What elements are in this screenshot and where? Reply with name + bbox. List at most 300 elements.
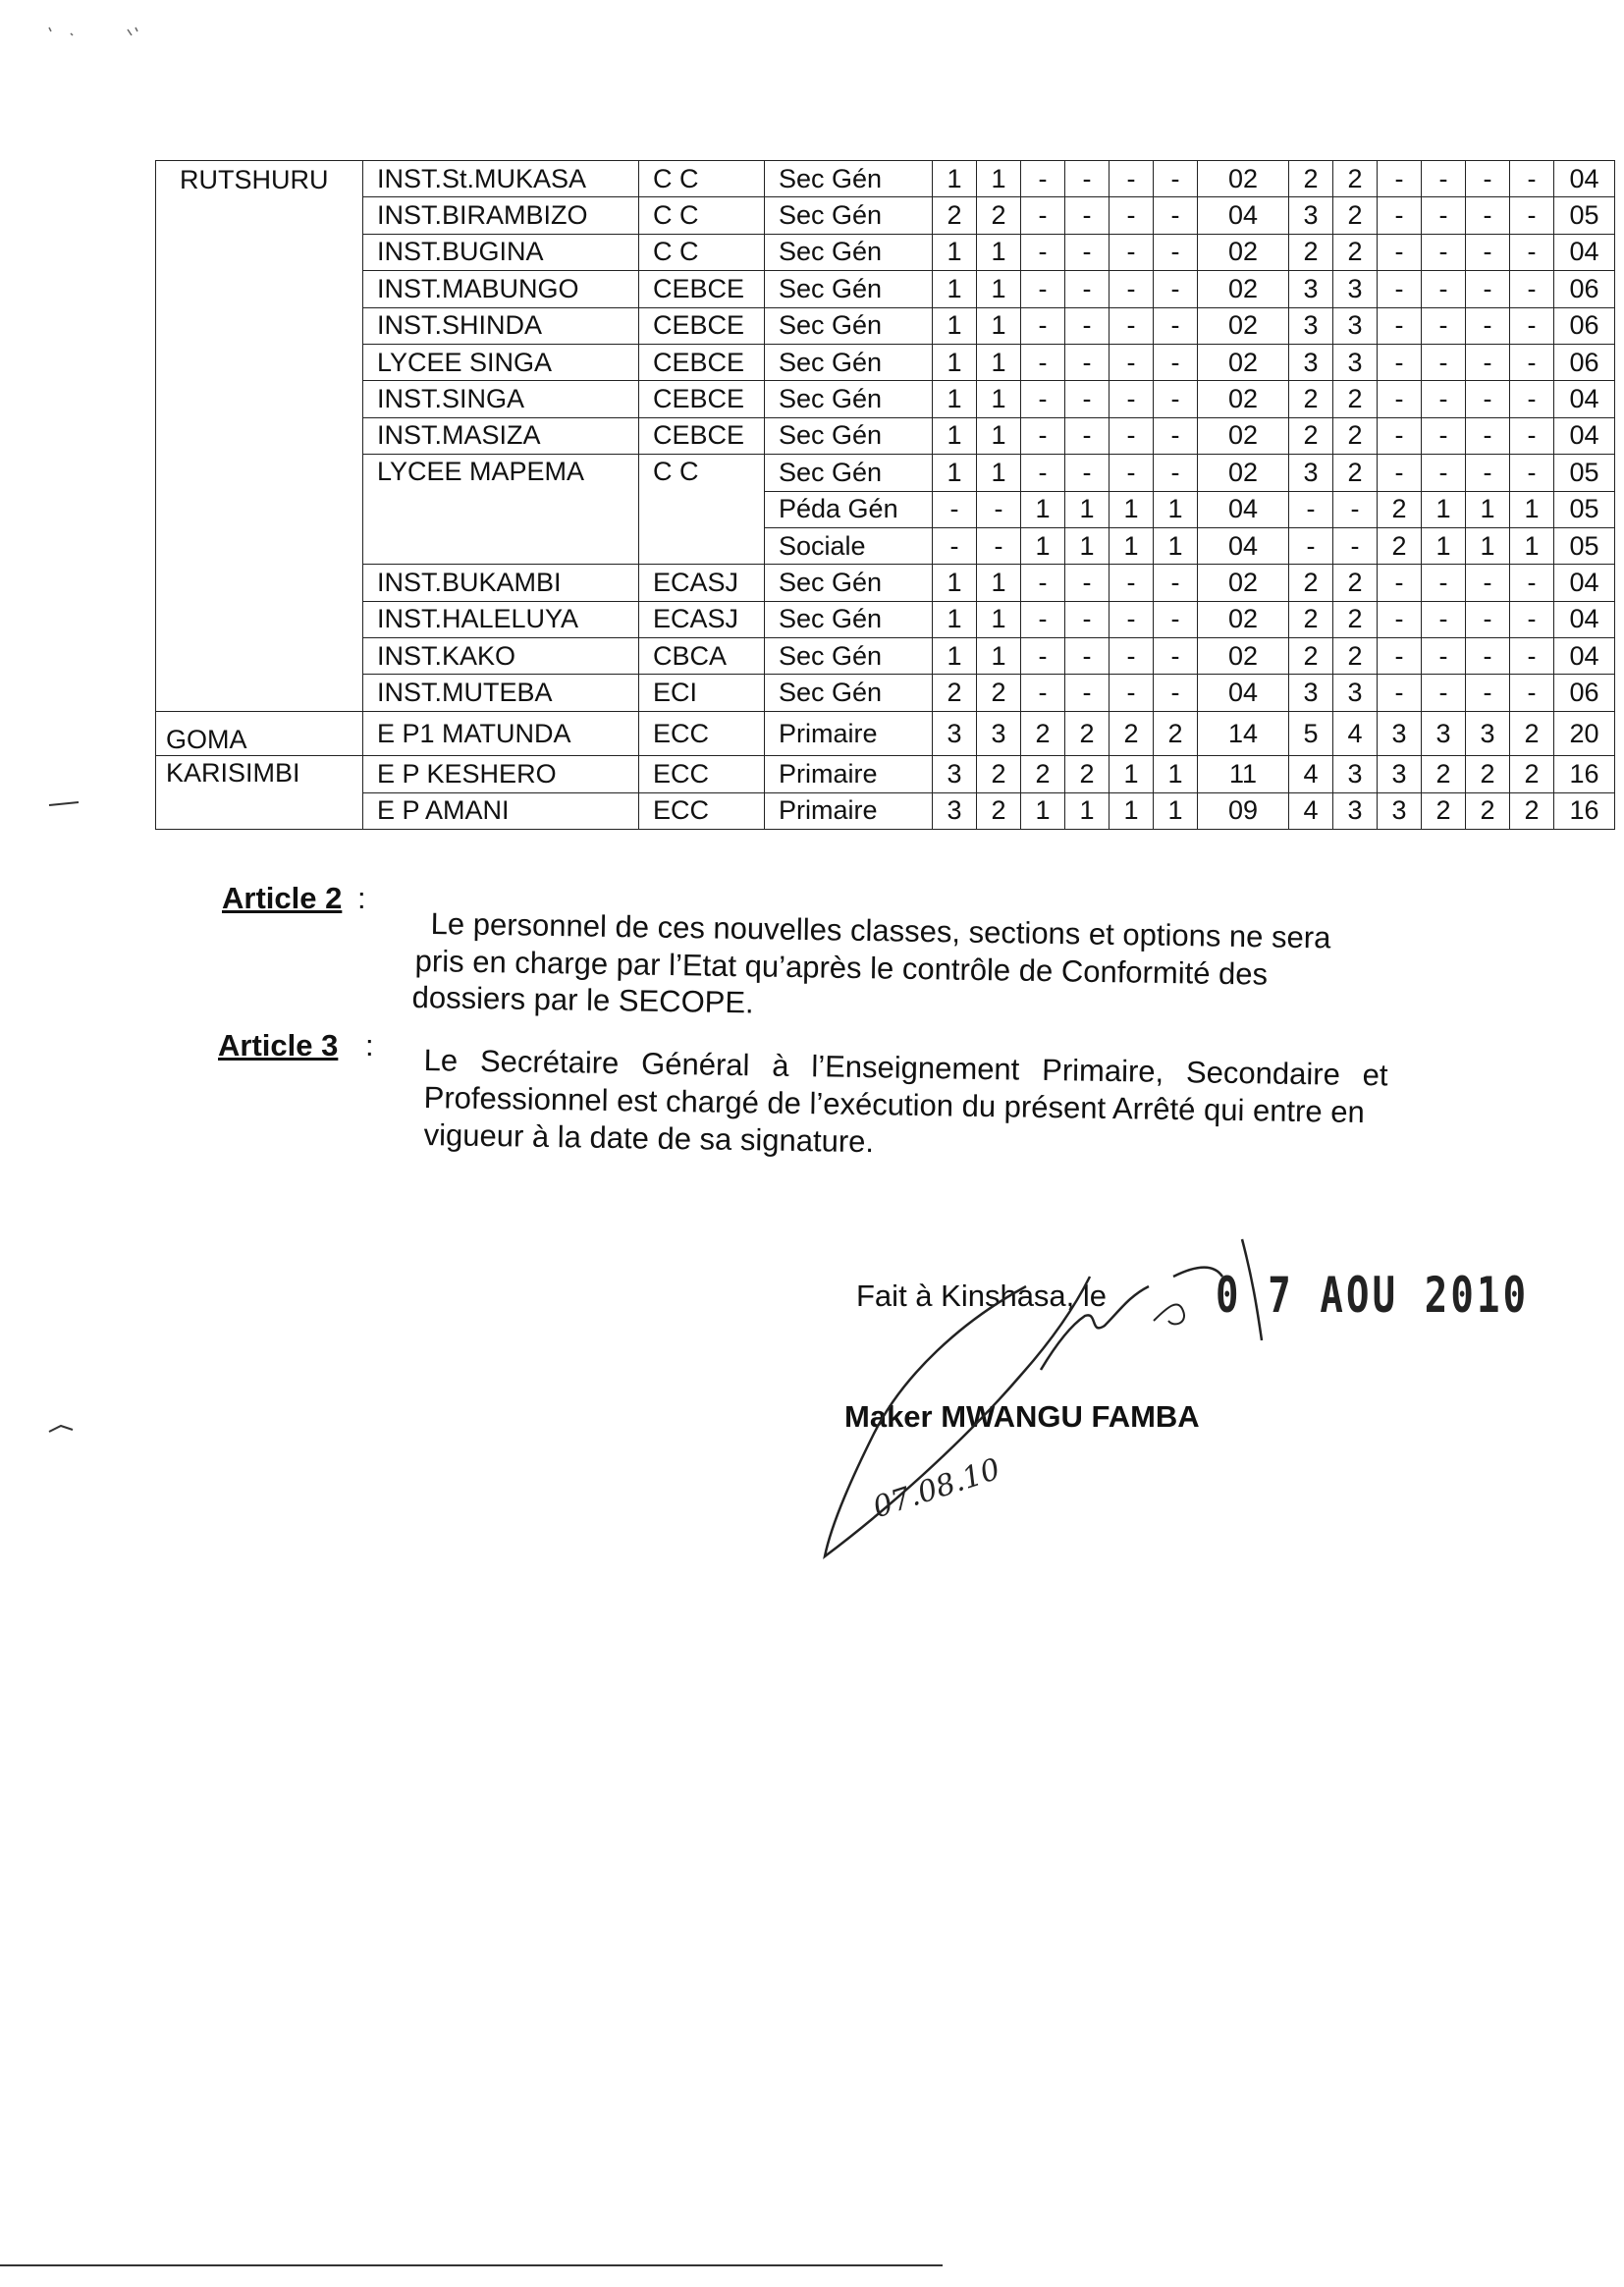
- option-cell: Sec Gén: [765, 234, 933, 270]
- count-cell: 2: [1289, 161, 1333, 197]
- count-cell: -: [1422, 565, 1466, 601]
- count-cell: -: [1510, 344, 1554, 380]
- count-cell: -: [1021, 344, 1065, 380]
- count-cell: -: [1510, 234, 1554, 270]
- count-cell: 1: [977, 234, 1021, 270]
- count-cell: -: [1422, 417, 1466, 454]
- count-cell: 3: [1333, 675, 1378, 711]
- count-cell: -: [1110, 234, 1154, 270]
- option-cell: Sec Gén: [765, 638, 933, 675]
- article-2-line-3: dossiers par le SECOPE.: [411, 979, 754, 1020]
- count-cell: 2: [1422, 756, 1466, 792]
- count-cell: -: [1021, 381, 1065, 417]
- network-cell: ECASJ: [639, 565, 765, 601]
- count-cell: 3: [933, 711, 977, 755]
- count-cell: 2: [1466, 756, 1510, 792]
- count-cell: 1: [1110, 527, 1154, 564]
- network-cell: C C: [639, 455, 765, 565]
- count-cell: -: [1333, 527, 1378, 564]
- count-cell: -: [1422, 307, 1466, 344]
- school-cell: INST.BIRAMBIZO: [363, 197, 639, 234]
- school-cell: LYCEE MAPEMA: [363, 455, 639, 565]
- count-cell: 2: [1466, 792, 1510, 829]
- count-cell: -: [1154, 161, 1198, 197]
- count-cell: 1: [933, 234, 977, 270]
- count-cell: 2: [1333, 381, 1378, 417]
- count-cell: -: [1466, 417, 1510, 454]
- count-cell: -: [1466, 675, 1510, 711]
- count-cell: 2: [1289, 417, 1333, 454]
- total-cell: 14: [1198, 711, 1289, 755]
- count-cell: -: [977, 491, 1021, 527]
- count-cell: 2: [1333, 601, 1378, 637]
- count-cell: -: [1154, 307, 1198, 344]
- count-cell: -: [1110, 344, 1154, 380]
- count-cell: -: [1110, 638, 1154, 675]
- network-cell: ECI: [639, 675, 765, 711]
- option-cell: Primaire: [765, 711, 933, 755]
- count-cell: -: [1422, 271, 1466, 307]
- count-cell: 3: [1378, 711, 1422, 755]
- count-cell: 1: [977, 638, 1021, 675]
- count-cell: 1: [933, 565, 977, 601]
- total-cell: 02: [1198, 455, 1289, 491]
- count-cell: -: [1510, 271, 1554, 307]
- count-cell: -: [1065, 381, 1110, 417]
- option-cell: Sociale: [765, 527, 933, 564]
- count-cell: 2: [1333, 234, 1378, 270]
- handwritten-date: 07.08.10: [869, 1451, 1004, 1526]
- count-cell: -: [1065, 675, 1110, 711]
- count-cell: 2: [1154, 711, 1198, 755]
- total-cell: 04: [1554, 417, 1615, 454]
- signer-name: Maker MWANGU FAMBA: [844, 1399, 1200, 1434]
- count-cell: 1: [977, 307, 1021, 344]
- school-cell: LYCEE SINGA: [363, 344, 639, 380]
- network-cell: CEBCE: [639, 417, 765, 454]
- school-cell: E P KESHERO: [363, 756, 639, 792]
- count-cell: -: [1378, 234, 1422, 270]
- total-cell: 04: [1198, 675, 1289, 711]
- count-cell: -: [1110, 271, 1154, 307]
- count-cell: 2: [1378, 491, 1422, 527]
- count-cell: 1: [933, 307, 977, 344]
- total-cell: 04: [1554, 601, 1615, 637]
- count-cell: -: [1378, 601, 1422, 637]
- count-cell: -: [1510, 161, 1554, 197]
- total-cell: 11: [1198, 756, 1289, 792]
- count-cell: -: [1065, 307, 1110, 344]
- network-cell: CEBCE: [639, 307, 765, 344]
- count-cell: -: [1510, 381, 1554, 417]
- network-cell: C C: [639, 161, 765, 197]
- article-2-line-2: pris en charge par l’Etat qu’après le contrôle de Conformité des: [414, 943, 1269, 992]
- article-2-colon: :: [357, 881, 366, 915]
- count-cell: -: [1021, 601, 1065, 637]
- count-cell: -: [1154, 455, 1198, 491]
- total-cell: 04: [1198, 527, 1289, 564]
- count-cell: -: [1154, 197, 1198, 234]
- count-cell: 2: [1065, 711, 1110, 755]
- total-cell: 02: [1198, 344, 1289, 380]
- count-cell: -: [1154, 271, 1198, 307]
- network-cell: C C: [639, 197, 765, 234]
- count-cell: -: [1510, 638, 1554, 675]
- count-cell: -: [1422, 675, 1466, 711]
- count-cell: 1: [933, 638, 977, 675]
- count-cell: 2: [1510, 756, 1554, 792]
- count-cell: 3: [1378, 756, 1422, 792]
- count-cell: 1: [933, 601, 977, 637]
- count-cell: 1: [1466, 527, 1510, 564]
- count-cell: -: [1466, 344, 1510, 380]
- count-cell: -: [1065, 455, 1110, 491]
- network-cell: ECC: [639, 792, 765, 829]
- count-cell: 1: [1154, 527, 1198, 564]
- count-cell: -: [1510, 455, 1554, 491]
- count-cell: -: [1154, 675, 1198, 711]
- count-cell: 3: [933, 756, 977, 792]
- network-cell: ECC: [639, 711, 765, 755]
- count-cell: -: [1466, 381, 1510, 417]
- count-cell: -: [1065, 234, 1110, 270]
- total-cell: 06: [1554, 271, 1615, 307]
- count-cell: -: [1422, 601, 1466, 637]
- count-cell: -: [1466, 307, 1510, 344]
- network-cell: CEBCE: [639, 271, 765, 307]
- count-cell: 2: [977, 197, 1021, 234]
- locality-cell: KARISIMBI: [156, 756, 363, 830]
- count-cell: 2: [1333, 417, 1378, 454]
- count-cell: -: [1378, 417, 1422, 454]
- count-cell: -: [1422, 381, 1466, 417]
- count-cell: 2: [1110, 711, 1154, 755]
- total-cell: 06: [1554, 344, 1615, 380]
- count-cell: -: [1466, 455, 1510, 491]
- count-cell: 2: [1422, 792, 1466, 829]
- network-cell: CEBCE: [639, 344, 765, 380]
- total-cell: 04: [1198, 197, 1289, 234]
- school-cell: INST.KAKO: [363, 638, 639, 675]
- count-cell: 1: [1422, 527, 1466, 564]
- count-cell: 1: [977, 455, 1021, 491]
- article-2-label: Article 2: [222, 881, 343, 915]
- count-cell: -: [1065, 565, 1110, 601]
- count-cell: 1: [933, 161, 977, 197]
- count-cell: -: [1065, 601, 1110, 637]
- count-cell: -: [1510, 307, 1554, 344]
- count-cell: 2: [1333, 161, 1378, 197]
- count-cell: 3: [1378, 792, 1422, 829]
- count-cell: -: [1154, 417, 1198, 454]
- total-cell: 02: [1198, 381, 1289, 417]
- option-cell: Sec Gén: [765, 417, 933, 454]
- count-cell: -: [1510, 675, 1554, 711]
- count-cell: 1: [977, 271, 1021, 307]
- count-cell: 2: [933, 197, 977, 234]
- count-cell: 1: [977, 344, 1021, 380]
- count-cell: 2: [1333, 455, 1378, 491]
- total-cell: 06: [1554, 307, 1615, 344]
- count-cell: -: [1422, 161, 1466, 197]
- network-cell: CEBCE: [639, 381, 765, 417]
- count-cell: 1: [1110, 491, 1154, 527]
- count-cell: -: [1466, 565, 1510, 601]
- count-cell: -: [1021, 638, 1065, 675]
- total-cell: 16: [1554, 792, 1615, 829]
- count-cell: 1: [1110, 792, 1154, 829]
- count-cell: 2: [1021, 711, 1065, 755]
- count-cell: -: [1021, 455, 1065, 491]
- count-cell: -: [1378, 271, 1422, 307]
- option-cell: Sec Gén: [765, 601, 933, 637]
- date-stamp: 0 7 AOU 2010: [1216, 1267, 1530, 1324]
- option-cell: Sec Gén: [765, 197, 933, 234]
- total-cell: 02: [1198, 638, 1289, 675]
- count-cell: -: [1110, 601, 1154, 637]
- count-cell: 1: [977, 161, 1021, 197]
- count-cell: 2: [1510, 792, 1554, 829]
- count-cell: -: [1154, 381, 1198, 417]
- count-cell: -: [933, 527, 977, 564]
- count-cell: -: [1021, 565, 1065, 601]
- school-cell: E P1 MATUNDA: [363, 711, 639, 755]
- article-3-line-3: vigueur à la date de sa signature.: [423, 1116, 875, 1160]
- count-cell: -: [1154, 344, 1198, 380]
- school-cell: INST.MASIZA: [363, 417, 639, 454]
- total-cell: 04: [1198, 491, 1289, 527]
- count-cell: -: [1289, 527, 1333, 564]
- count-cell: 1: [1110, 756, 1154, 792]
- option-cell: Péda Gén: [765, 491, 933, 527]
- option-cell: Sec Gén: [765, 455, 933, 491]
- count-cell: 3: [1289, 455, 1333, 491]
- count-cell: 1: [1065, 527, 1110, 564]
- network-cell: ECC: [639, 756, 765, 792]
- count-cell: -: [1378, 161, 1422, 197]
- count-cell: -: [1378, 638, 1422, 675]
- count-cell: -: [1110, 197, 1154, 234]
- count-cell: 1: [1422, 491, 1466, 527]
- count-cell: -: [1289, 491, 1333, 527]
- count-cell: -: [1422, 455, 1466, 491]
- count-cell: -: [1110, 455, 1154, 491]
- total-cell: 02: [1198, 417, 1289, 454]
- count-cell: 1: [1065, 491, 1110, 527]
- total-cell: 06: [1554, 675, 1615, 711]
- count-cell: 2: [1333, 565, 1378, 601]
- count-cell: -: [1466, 638, 1510, 675]
- network-cell: ECASJ: [639, 601, 765, 637]
- count-cell: 3: [1422, 711, 1466, 755]
- count-cell: 1: [933, 344, 977, 380]
- count-cell: 2: [1065, 756, 1110, 792]
- count-cell: 1: [1466, 491, 1510, 527]
- count-cell: -: [1154, 565, 1198, 601]
- school-cell: INST.St.MUKASA: [363, 161, 639, 197]
- count-cell: -: [1065, 417, 1110, 454]
- count-cell: -: [1021, 271, 1065, 307]
- count-cell: 4: [1289, 792, 1333, 829]
- count-cell: 1: [1154, 792, 1198, 829]
- count-cell: -: [1422, 344, 1466, 380]
- bottom-rule: [0, 2264, 943, 2266]
- count-cell: 3: [1333, 271, 1378, 307]
- article-3-line-2: Professionnel est chargé de l’exécution du présent Arrêté qui entre en: [423, 1079, 1366, 1130]
- total-cell: 05: [1554, 197, 1615, 234]
- count-cell: 3: [977, 711, 1021, 755]
- total-cell: 04: [1554, 565, 1615, 601]
- option-cell: Sec Gén: [765, 675, 933, 711]
- count-cell: 2: [1333, 197, 1378, 234]
- total-cell: 02: [1198, 601, 1289, 637]
- count-cell: 2: [977, 675, 1021, 711]
- total-cell: 04: [1554, 638, 1615, 675]
- option-cell: Sec Gén: [765, 271, 933, 307]
- count-cell: 1: [977, 565, 1021, 601]
- count-cell: -: [1021, 234, 1065, 270]
- total-cell: 04: [1554, 381, 1615, 417]
- network-cell: CBCA: [639, 638, 765, 675]
- count-cell: 2: [977, 792, 1021, 829]
- article-3-label: Article 3: [218, 1028, 339, 1062]
- count-cell: 1: [1065, 792, 1110, 829]
- total-cell: 05: [1554, 491, 1615, 527]
- count-cell: -: [1333, 491, 1378, 527]
- count-cell: -: [1466, 197, 1510, 234]
- count-cell: 1: [933, 417, 977, 454]
- count-cell: 1: [977, 381, 1021, 417]
- article-2-line-1: Le personnel de ces nouvelles classes, sections et options ne sera: [430, 905, 1331, 955]
- count-cell: 3: [1333, 792, 1378, 829]
- school-cell: INST.BUKAMBI: [363, 565, 639, 601]
- count-cell: -: [933, 491, 977, 527]
- option-cell: Sec Gén: [765, 161, 933, 197]
- count-cell: -: [1021, 161, 1065, 197]
- count-cell: -: [1378, 344, 1422, 380]
- count-cell: -: [1422, 638, 1466, 675]
- option-cell: Primaire: [765, 756, 933, 792]
- count-cell: 1: [933, 455, 977, 491]
- count-cell: -: [1466, 234, 1510, 270]
- option-cell: Sec Gén: [765, 565, 933, 601]
- total-cell: 05: [1554, 455, 1615, 491]
- count-cell: 4: [1333, 711, 1378, 755]
- article-3-line-1: Le Secrétaire Général à l’Enseignement Primaire, Secondaire et: [423, 1042, 1388, 1093]
- count-cell: -: [1466, 601, 1510, 637]
- count-cell: 3: [1466, 711, 1510, 755]
- count-cell: 2: [1333, 638, 1378, 675]
- count-cell: 1: [933, 381, 977, 417]
- count-cell: 2: [1289, 381, 1333, 417]
- count-cell: -: [1378, 455, 1422, 491]
- count-cell: 2: [933, 675, 977, 711]
- count-cell: -: [1065, 271, 1110, 307]
- count-cell: -: [1110, 417, 1154, 454]
- count-cell: -: [1378, 565, 1422, 601]
- count-cell: -: [1110, 381, 1154, 417]
- locality-cell: RUTSHURU: [156, 161, 363, 712]
- count-cell: -: [1065, 161, 1110, 197]
- count-cell: -: [1110, 307, 1154, 344]
- count-cell: -: [1510, 565, 1554, 601]
- count-cell: -: [1065, 197, 1110, 234]
- option-cell: Sec Gén: [765, 344, 933, 380]
- count-cell: -: [1378, 675, 1422, 711]
- total-cell: 20: [1554, 711, 1615, 755]
- count-cell: 3: [1333, 756, 1378, 792]
- count-cell: -: [1154, 638, 1198, 675]
- count-cell: 2: [1021, 756, 1065, 792]
- signature-place-date: Fait à Kinshasa, le: [856, 1279, 1108, 1313]
- school-cell: INST.SHINDA: [363, 307, 639, 344]
- school-cell: INST.MUTEBA: [363, 675, 639, 711]
- option-cell: Sec Gén: [765, 307, 933, 344]
- count-cell: 2: [1510, 711, 1554, 755]
- count-cell: -: [1378, 307, 1422, 344]
- count-cell: -: [1110, 161, 1154, 197]
- count-cell: -: [1110, 675, 1154, 711]
- school-cell: INST.SINGA: [363, 381, 639, 417]
- network-cell: C C: [639, 234, 765, 270]
- count-cell: 2: [1378, 527, 1422, 564]
- total-cell: 05: [1554, 527, 1615, 564]
- count-cell: -: [1154, 601, 1198, 637]
- count-cell: 4: [1289, 756, 1333, 792]
- count-cell: 3: [1289, 271, 1333, 307]
- count-cell: -: [1154, 234, 1198, 270]
- count-cell: 1: [977, 601, 1021, 637]
- total-cell: 02: [1198, 161, 1289, 197]
- count-cell: 1: [1510, 491, 1554, 527]
- count-cell: -: [1065, 638, 1110, 675]
- total-cell: 04: [1554, 161, 1615, 197]
- count-cell: -: [1466, 271, 1510, 307]
- count-cell: 3: [1333, 344, 1378, 380]
- count-cell: -: [1378, 197, 1422, 234]
- count-cell: -: [1422, 234, 1466, 270]
- count-cell: 1: [1154, 756, 1198, 792]
- total-cell: 02: [1198, 271, 1289, 307]
- count-cell: 2: [977, 756, 1021, 792]
- count-cell: 3: [1333, 307, 1378, 344]
- total-cell: 04: [1554, 234, 1615, 270]
- total-cell: 02: [1198, 565, 1289, 601]
- count-cell: 1: [1021, 792, 1065, 829]
- count-cell: -: [1422, 197, 1466, 234]
- count-cell: -: [1466, 161, 1510, 197]
- count-cell: 1: [933, 271, 977, 307]
- count-cell: -: [1021, 197, 1065, 234]
- total-cell: 09: [1198, 792, 1289, 829]
- count-cell: 2: [1289, 638, 1333, 675]
- school-cell: E P AMANI: [363, 792, 639, 829]
- count-cell: -: [977, 527, 1021, 564]
- count-cell: 2: [1289, 234, 1333, 270]
- count-cell: -: [1510, 197, 1554, 234]
- total-cell: 16: [1554, 756, 1615, 792]
- count-cell: 2: [1289, 601, 1333, 637]
- count-cell: -: [1510, 417, 1554, 454]
- count-cell: 3: [1289, 307, 1333, 344]
- count-cell: 3: [1289, 675, 1333, 711]
- option-cell: Sec Gén: [765, 381, 933, 417]
- count-cell: 3: [1289, 344, 1333, 380]
- article-3-colon: :: [365, 1028, 374, 1062]
- total-cell: 02: [1198, 307, 1289, 344]
- count-cell: 1: [1510, 527, 1554, 564]
- option-cell: Primaire: [765, 792, 933, 829]
